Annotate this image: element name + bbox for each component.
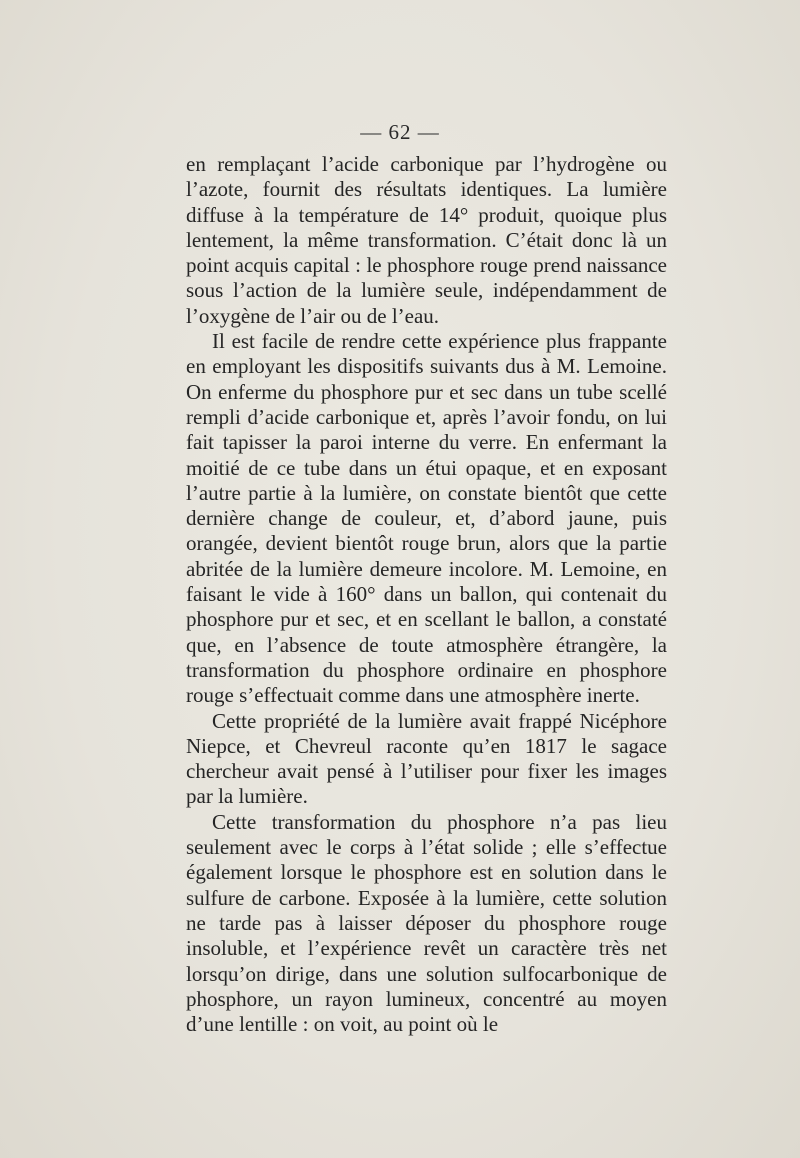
page-number: — 62 — (360, 120, 440, 144)
paragraph: Cette transformation du phosphore n’a pas lieu seulement avec le corps à l’état solide ; elle s’effectue également lorsque le phosphore est en solution dans le sulfure de carbone. Exposée à la lumière, cette solution ne tarde pas à laisser déposer du phosphore rouge insoluble, et l’expérience revêt un caractère très net lorsqu’on dirige, dans une solution sulfocarbonique de phosphore, un rayon lumineux, concentré au moyen d’une lentille : on voit, au point où le (186, 809, 667, 1037)
paragraph: Il est facile de rendre cette expérience plus frappante en employant les dispositifs suivants dus à M. Lemoine. On enferme du phosphore pur et sec dans un tube scellé rempli d’acide carbonique et, après l’avoir fondu, on lui fait tapisser la paroi interne du verre. En enfermant la moitié de ce tube dans un étui opaque, et en exposant l’autre partie à la lumière, on constate bientôt que cette dernière change de couleur, et, d’abord jaune, puis orangée, devient bientôt rouge brun, alors que la partie abritée de la lumière demeure incolore. M. Lemoine, en faisant le vide à 160° dans un ballon, qui contenait du phosphore pur et sec, et en scellant le ballon, a constaté que, en l’absence de toute atmosphère étrangère, la transformation du phosphore ordinaire en phosphore rouge s’effectuait comme dans une atmosphère inerte. (186, 329, 667, 708)
paragraph-continued: en remplaçant l’acide carbonique par l’hydrogène ou l’azote, fournit des résultats identiques. La lumière diffuse à la température de 14° produit, quoique plus lentement, la même transformation. C’était donc là un point acquis capital : le phosphore rouge prend naissance sous l’action de la lumière seule, indépendamment de l’oxygène de l’air ou de l’eau. (186, 152, 667, 328)
body-text (186, 152, 667, 1037)
paragraph: Cette propriété de la lumière avait frappé Nicéphore Niepce, et Chevreul raconte qu’en 1817 le sagace chercheur avait pensé à l’utiliser pour fixer les images par la lumière. (186, 708, 667, 809)
